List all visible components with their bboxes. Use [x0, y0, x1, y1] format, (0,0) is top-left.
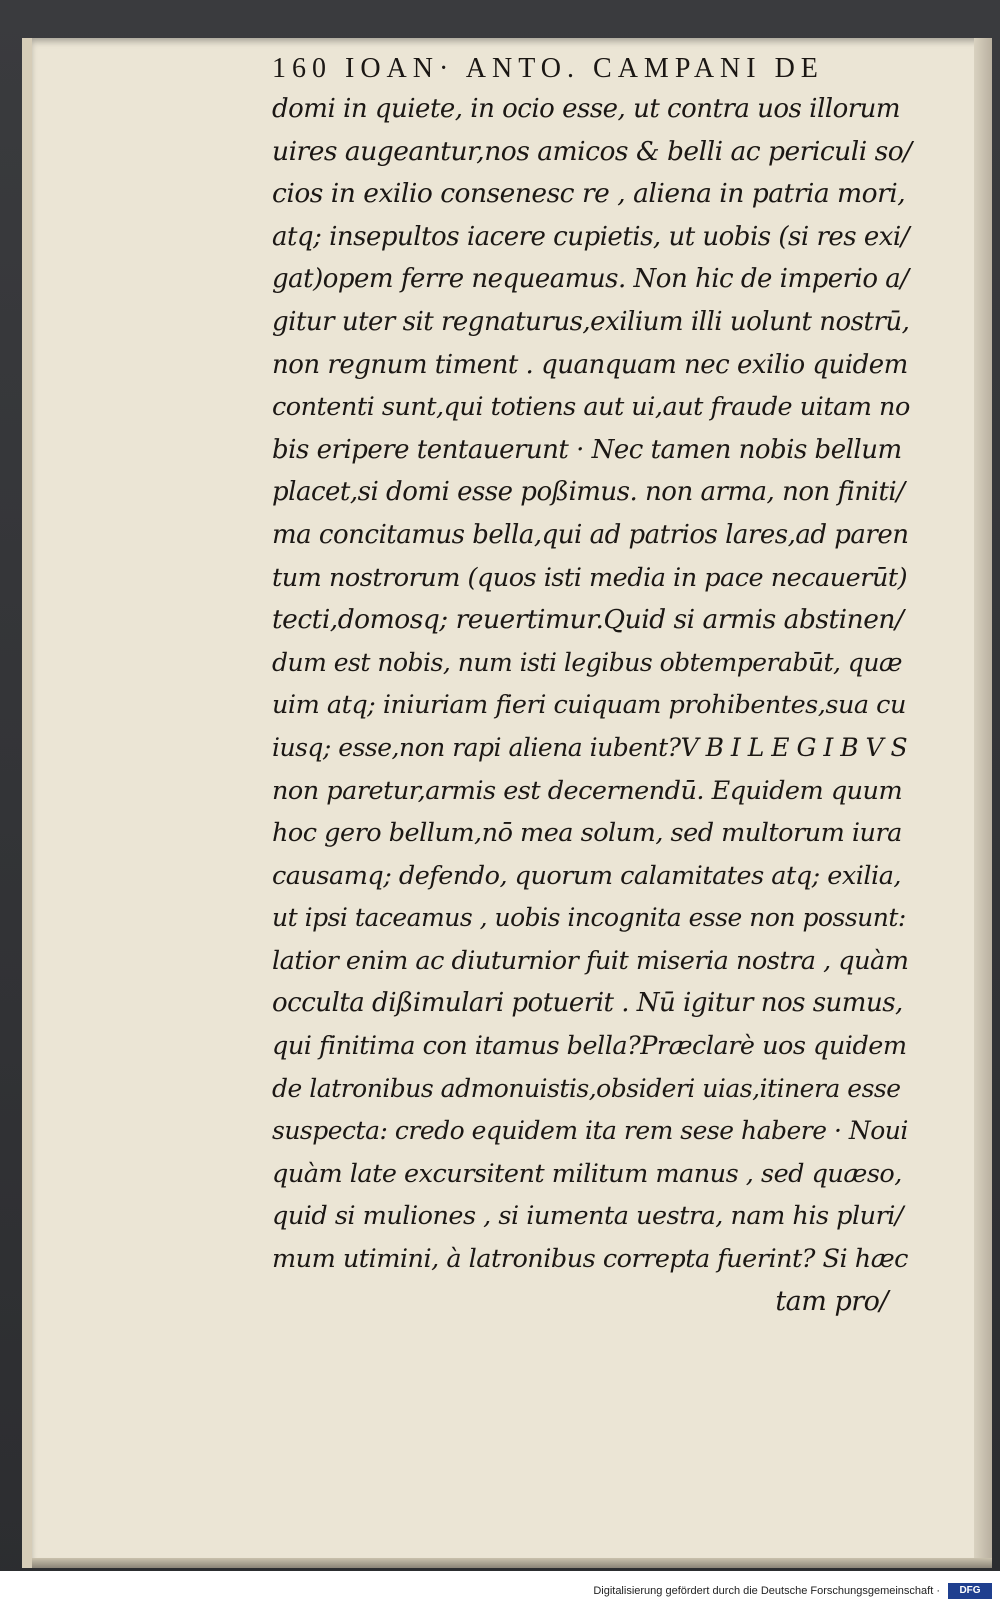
text-line: non paretur,armis est decernendū. Equidem quum	[272, 775, 903, 806]
running-header: 160 IOAN· ANTO. CAMPANI DE	[272, 53, 824, 84]
text-line: causamq; defendo, quorum calamitates atq; exilia,	[272, 860, 902, 891]
text-line: bis eripere tentauerunt · Nec tamen nobis bellum	[272, 434, 902, 465]
text-line: mum utimini, à latronibus correpta fuerint? Si hæc	[272, 1244, 908, 1275]
text-line: domi in quiete, in ocio esse, ut contra uos illorum	[272, 94, 901, 124]
text-block	[272, 50, 912, 1323]
text-line: tecti,domosq; reuertimur.Quid si armis abstinen/	[272, 604, 904, 636]
text-line: tum nostrorum (quos isti media in pace necauerūt)	[272, 562, 908, 593]
text-line: non regnum timent . quanquam nec exilio quidem	[272, 349, 908, 380]
text-line: ut ipsi taceamus , uobis incognita esse non possunt:	[272, 903, 906, 933]
text-line: ma concitamus bella,qui ad patrios lares,ad paren	[272, 519, 909, 550]
page-bottom-edge	[32, 1558, 992, 1568]
text-line: suspecta: credo equidem ita rem sese habere · Noui	[272, 1116, 908, 1146]
text-line: gat)opem ferre nequeamus. Non hic de imperio a/	[272, 264, 909, 295]
text-line: qui finitima con itamus bella?Præclarè uos quidem	[272, 1031, 907, 1062]
text-line: occulta dißimulari potuerit . Nū igitur nos sumus,	[272, 988, 903, 1019]
text-line: uires augeantur,nos amicos & belli ac periculi so/	[272, 135, 912, 167]
funding-credit: Digitalisierung gefördert durch die Deutsche Forschungsgemeinschaft ·	[593, 1585, 940, 1597]
text-line: gitur uter sit regnaturus,exilium illi uolunt nostrū,	[272, 306, 910, 337]
text-line: iusq; esse,non rapi aliena iubent?V B I L E G I B V S	[272, 732, 908, 762]
text-line: contenti sunt,qui totiens aut ui,aut fraude uitam no	[272, 392, 910, 423]
page-edge	[974, 38, 992, 1568]
text-line: placet,si domi esse poßimus. non arma, non finiti/	[272, 477, 905, 508]
text-line: quid si muliones , si iumenta uestra, nam his pluri/	[272, 1201, 904, 1232]
text-line: dum est nobis, num isti legibus obtemperabūt, quæ	[272, 647, 902, 677]
text-line: uim atq; iniuriam fieri cuiquam prohibentes,sua cu	[272, 690, 906, 721]
dfg-logo-icon: DFG	[948, 1583, 992, 1599]
text-line: de latronibus admonuistis,obsideri uias,itinera esse	[272, 1073, 901, 1103]
catchword: tam pro/	[775, 1285, 888, 1317]
text-line: atq; insepultos iacere cupietis, ut uobis (si res exi/	[272, 221, 909, 252]
text-line: hoc gero bellum,nō mea solum, sed multorum iura	[272, 818, 902, 849]
body-lines	[272, 88, 912, 1281]
text-line: cios in exilio consenesc re , aliena in patria mori,	[272, 178, 906, 210]
footer-bar	[0, 1571, 1000, 1605]
text-line: latior enim ac diuturnior fuit miseria nostra , quàm	[272, 945, 909, 976]
text-line: quàm late excursitent militum manus , sed quæso,	[272, 1158, 902, 1189]
